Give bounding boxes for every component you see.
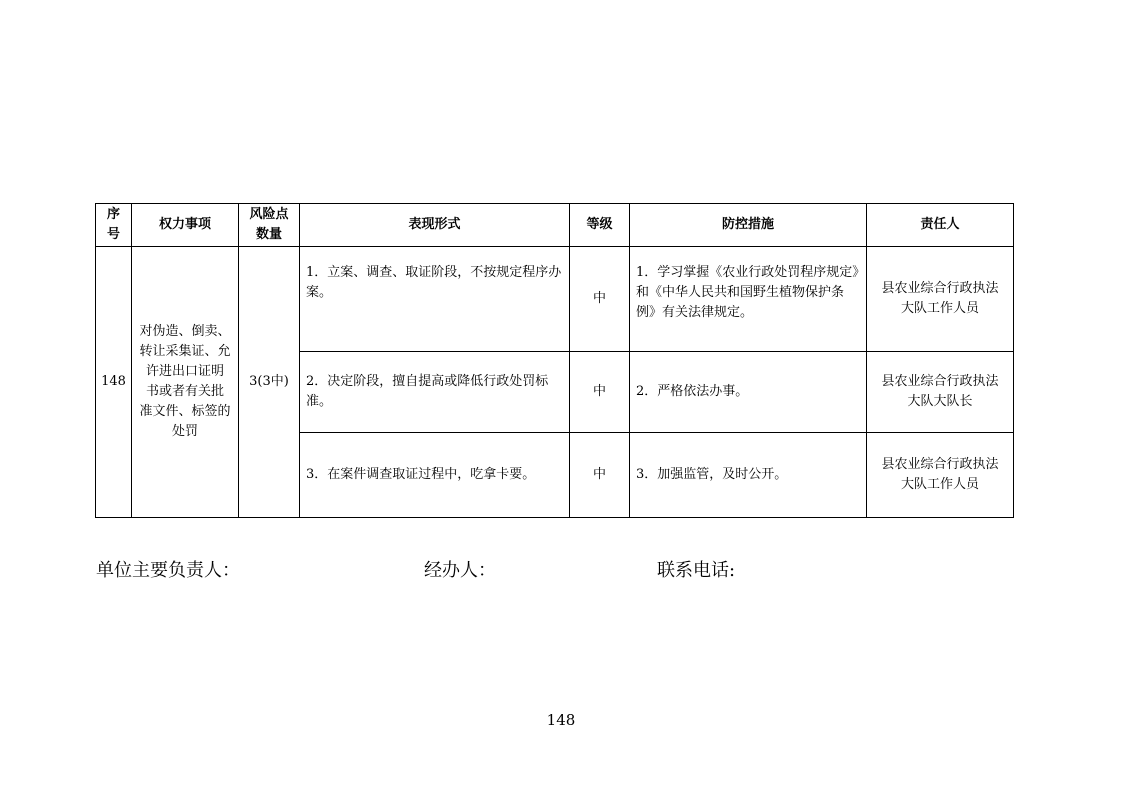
header-measure: 防控措施 bbox=[630, 204, 867, 247]
phone-label: 联系电话: bbox=[657, 560, 736, 581]
handler-label: 经办人： bbox=[424, 560, 496, 581]
header-level: 等级 bbox=[570, 204, 630, 247]
serial-cell: 148 bbox=[96, 247, 132, 518]
measure-cell: 3．加强监管，及时公开。 bbox=[630, 433, 867, 518]
measure-cell: 2．严格依法办事。 bbox=[630, 352, 867, 433]
level-cell: 中 bbox=[570, 247, 630, 352]
header-person: 责任人 bbox=[867, 204, 1014, 247]
form-cell: 3．在案件调查取证过程中，吃拿卡要。 bbox=[300, 433, 570, 518]
power-item-cell: 对伪造、倒卖、 转让采集证、允 许进出口证明 书或者有关批 准文件、标签的 处罚 bbox=[132, 247, 239, 518]
measure-cell: 1．学习掌握《农业行政处罚程序规定》和《中华人民共和国野生植物保护条例》有关法律规定。 bbox=[630, 247, 867, 352]
table-header-row bbox=[96, 204, 1014, 247]
person-cell: 县农业综合行政执法 大队工作人员 bbox=[867, 247, 1014, 352]
table-row bbox=[96, 247, 1014, 352]
header-serial: 序 号 bbox=[96, 204, 132, 247]
form-cell: 2．决定阶段，擅自提高或降低行政处罚标准。 bbox=[300, 352, 570, 433]
level-cell: 中 bbox=[570, 433, 630, 518]
person-cell: 县农业综合行政执法 大队工作人员 bbox=[867, 433, 1014, 518]
header-form: 表现形式 bbox=[300, 204, 570, 247]
risk-count-cell: 3(3中) bbox=[239, 247, 300, 518]
form-cell: 1．立案、调查、取证阶段，不按规定程序办案。 bbox=[300, 247, 570, 352]
level-cell: 中 bbox=[570, 352, 630, 433]
header-power-item: 权力事项 bbox=[132, 204, 239, 247]
person-cell: 县农业综合行政执法 大队大队长 bbox=[867, 352, 1014, 433]
unit-head-label: 单位主要负责人： bbox=[96, 560, 240, 581]
page-number: 148 bbox=[546, 711, 576, 729]
risk-table bbox=[95, 203, 1014, 518]
header-risk-count: 风险点 数量 bbox=[239, 204, 300, 247]
